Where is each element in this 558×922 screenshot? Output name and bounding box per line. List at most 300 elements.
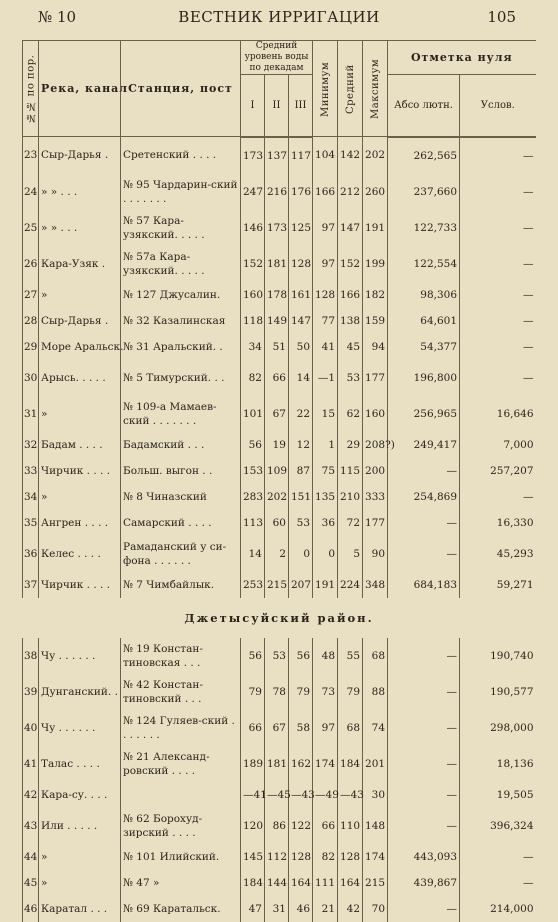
average-cell: 184: [338, 746, 363, 782]
minimum-cell: 104: [313, 137, 338, 174]
river-cell: Чирчик . . . .: [39, 572, 121, 598]
river-cell: Арысь. . . . .: [39, 360, 121, 396]
decade-3-cell: 117: [289, 137, 313, 174]
average-cell: 5: [338, 536, 363, 572]
table-row: [23, 808, 536, 844]
decade-1-cell: 120: [241, 808, 265, 844]
station-cell: № 5 Тимурский. . .: [121, 360, 241, 396]
maximum-cell: 30: [363, 782, 388, 808]
journal-title: ВЕСТНИК ИРРИГАЦИИ: [178, 8, 380, 26]
minimum-cell: 97: [313, 710, 338, 746]
absolute-cell: 54,377: [388, 334, 460, 360]
decade-3-cell: 176: [289, 174, 313, 210]
minimum-cell: 1: [313, 432, 338, 458]
river-cell: Чу . . . . . .: [39, 638, 121, 674]
river-cell: Талас . . . .: [39, 746, 121, 782]
absolute-cell: 439,867: [388, 870, 460, 896]
station-cell: № 32 Казалинская: [121, 308, 241, 334]
minimum-cell: 48: [313, 638, 338, 674]
row-number: 27: [23, 282, 39, 308]
row-number: 39: [23, 674, 39, 710]
decade-1-cell: 101: [241, 396, 265, 432]
table-row: [23, 572, 536, 598]
table-row: [23, 137, 536, 174]
table-body-lower: [23, 638, 536, 922]
minimum-cell: 166: [313, 174, 338, 210]
absolute-cell: 64,601: [388, 308, 460, 334]
conditional-cell: 396,324: [460, 808, 536, 844]
minimum-cell: 97: [313, 210, 338, 246]
row-number: 38: [23, 638, 39, 674]
decade-1-cell: 173: [241, 137, 265, 174]
decade-1-cell: 145: [241, 844, 265, 870]
table-row: [23, 746, 536, 782]
average-cell: 53: [338, 360, 363, 396]
minimum-cell: 174: [313, 746, 338, 782]
row-number: 28: [23, 308, 39, 334]
maximum-cell: 201: [363, 746, 388, 782]
conditional-cell: 214,000: [460, 896, 536, 922]
minimum-cell: 0: [313, 536, 338, 572]
average-cell: 45: [338, 334, 363, 360]
river-cell: Чирчик . . . .: [39, 458, 121, 484]
river-cell: »: [39, 484, 121, 510]
river-cell: Ангрен . . . .: [39, 510, 121, 536]
table-row: [23, 896, 536, 922]
table-row: [23, 308, 536, 334]
absolute-cell: 122,733: [388, 210, 460, 246]
section-title: Джетысуйский район.: [184, 610, 374, 625]
absolute-cell: —: [388, 638, 460, 674]
station-cell: № 42 Констан-тиновский . . .: [121, 674, 241, 710]
decade-2-cell: 215: [265, 572, 289, 598]
average-cell: 62: [338, 396, 363, 432]
decade-1-cell: 253: [241, 572, 265, 598]
decade-1-cell: 152: [241, 246, 265, 282]
absolute-cell: 256,965: [388, 396, 460, 432]
absolute-cell: —: [388, 458, 460, 484]
decade-1-cell: —41: [241, 782, 265, 808]
row-number: 25: [23, 210, 39, 246]
decade-1-cell: 47: [241, 896, 265, 922]
decade-2-cell: 173: [265, 210, 289, 246]
conditional-cell: 298,000: [460, 710, 536, 746]
decade-3-cell: 58: [289, 710, 313, 746]
decade-3-cell: 50: [289, 334, 313, 360]
river-cell: Или . . . . .: [39, 808, 121, 844]
header-minimum: Минимум: [313, 41, 338, 137]
water-level-table: [22, 40, 536, 922]
table-row: [23, 210, 536, 246]
decade-1-cell: 66: [241, 710, 265, 746]
table-row: [23, 536, 536, 572]
maximum-cell: 199: [363, 246, 388, 282]
minimum-cell: 77: [313, 308, 338, 334]
minimum-cell: 66: [313, 808, 338, 844]
row-number: 40: [23, 710, 39, 746]
absolute-cell: 122,554: [388, 246, 460, 282]
station-cell: № 7 Чимбайлык.: [121, 572, 241, 598]
table-row: [23, 484, 536, 510]
decade-2-cell: 67: [265, 710, 289, 746]
maximum-cell: 348: [363, 572, 388, 598]
decade-1-cell: 56: [241, 638, 265, 674]
decade-2-cell: 149: [265, 308, 289, 334]
decade-3-cell: 87: [289, 458, 313, 484]
decade-3-cell: 161: [289, 282, 313, 308]
minimum-cell: 97: [313, 246, 338, 282]
row-number: 29: [23, 334, 39, 360]
table-body-upper: [23, 137, 536, 598]
minimum-cell: —1: [313, 360, 338, 396]
decade-3-cell: 22: [289, 396, 313, 432]
absolute-cell: 237,660: [388, 174, 460, 210]
maximum-cell: 202: [363, 137, 388, 174]
station-cell: Рамаданский у си-фона . . . . . .: [121, 536, 241, 572]
station-cell: № 19 Констан-тиновская . . .: [121, 638, 241, 674]
absolute-cell: —: [388, 746, 460, 782]
decade-1-cell: 184: [241, 870, 265, 896]
conditional-cell: —: [460, 360, 536, 396]
table-row: [23, 396, 536, 432]
decade-2-cell: 181: [265, 246, 289, 282]
conditional-cell: —: [460, 844, 536, 870]
conditional-cell: 16,646: [460, 396, 536, 432]
decade-3-cell: —43: [289, 782, 313, 808]
conditional-cell: 45,293: [460, 536, 536, 572]
absolute-cell: —: [388, 710, 460, 746]
absolute-cell: 254,869: [388, 484, 460, 510]
decade-1-cell: 79: [241, 674, 265, 710]
decade-3-cell: 125: [289, 210, 313, 246]
header-station: Станция, пост: [121, 41, 241, 137]
row-number: 26: [23, 246, 39, 282]
decade-2-cell: 181: [265, 746, 289, 782]
decade-2-cell: 137: [265, 137, 289, 174]
conditional-cell: 7,000: [460, 432, 536, 458]
station-cell: [121, 782, 241, 808]
conditional-cell: 19,505: [460, 782, 536, 808]
average-cell: 72: [338, 510, 363, 536]
row-number: 24: [23, 174, 39, 210]
maximum-cell: 70: [363, 896, 388, 922]
conditional-cell: 257,207: [460, 458, 536, 484]
average-cell: 55: [338, 638, 363, 674]
decade-2-cell: 109: [265, 458, 289, 484]
decade-2-cell: 19: [265, 432, 289, 458]
decade-1-cell: 160: [241, 282, 265, 308]
decade-3-cell: 164: [289, 870, 313, 896]
decade-2-cell: 51: [265, 334, 289, 360]
header-conditional: Услов.: [460, 75, 536, 137]
header-decade-1: I: [241, 75, 265, 137]
river-cell: Сыр-Дарья .: [39, 137, 121, 174]
decade-2-cell: 31: [265, 896, 289, 922]
decade-3-cell: 56: [289, 638, 313, 674]
minimum-cell: 36: [313, 510, 338, 536]
page-number: 105: [487, 8, 516, 26]
river-cell: Дунганский. .: [39, 674, 121, 710]
station-cell: № 127 Джусалин.: [121, 282, 241, 308]
minimum-cell: 75: [313, 458, 338, 484]
conditional-cell: —: [460, 334, 536, 360]
river-cell: Каратал . . .: [39, 896, 121, 922]
average-cell: 147: [338, 210, 363, 246]
maximum-cell: 191: [363, 210, 388, 246]
table-row: [23, 458, 536, 484]
river-cell: »: [39, 870, 121, 896]
table-row: [23, 638, 536, 674]
average-cell: 68: [338, 710, 363, 746]
row-number: 33: [23, 458, 39, 484]
row-number: 41: [23, 746, 39, 782]
average-cell: 152: [338, 246, 363, 282]
river-cell: »: [39, 396, 121, 432]
maximum-cell: 200: [363, 458, 388, 484]
decade-3-cell: 14: [289, 360, 313, 396]
maximum-cell: 159: [363, 308, 388, 334]
header-decade-3: III: [289, 75, 313, 137]
minimum-cell: 73: [313, 674, 338, 710]
maximum-cell: 148: [363, 808, 388, 844]
decade-3-cell: 53: [289, 510, 313, 536]
minimum-cell: 191: [313, 572, 338, 598]
row-number: 31: [23, 396, 39, 432]
conditional-cell: —: [460, 870, 536, 896]
table-row: [23, 844, 536, 870]
minimum-cell: 135: [313, 484, 338, 510]
decade-3-cell: 147: [289, 308, 313, 334]
station-cell: № 62 Борохуд-зирский . . . .: [121, 808, 241, 844]
station-cell: Больш. выгон . .: [121, 458, 241, 484]
decade-2-cell: 78: [265, 674, 289, 710]
decade-2-cell: 202: [265, 484, 289, 510]
header-decade-level: Средний уровень воды по декадам: [241, 41, 313, 75]
average-cell: 166: [338, 282, 363, 308]
decade-1-cell: 146: [241, 210, 265, 246]
absolute-cell: —: [388, 782, 460, 808]
maximum-cell: 215: [363, 870, 388, 896]
maximum-cell: 260: [363, 174, 388, 210]
header-maximum: Максимум: [363, 41, 388, 137]
average-cell: 138: [338, 308, 363, 334]
maximum-cell: 160: [363, 396, 388, 432]
header-number: №№ по пор.: [23, 41, 39, 137]
absolute-cell: 684,183: [388, 572, 460, 598]
row-number: 46: [23, 896, 39, 922]
table-row: [23, 246, 536, 282]
row-number: 35: [23, 510, 39, 536]
header-absolute: Абсо лютн.: [388, 75, 460, 137]
row-number: 34: [23, 484, 39, 510]
table-row: [23, 870, 536, 896]
decade-2-cell: 67: [265, 396, 289, 432]
decade-2-cell: 53: [265, 638, 289, 674]
row-number: 32: [23, 432, 39, 458]
row-number: 37: [23, 572, 39, 598]
river-cell: »: [39, 282, 121, 308]
decade-2-cell: 86: [265, 808, 289, 844]
decade-2-cell: 178: [265, 282, 289, 308]
maximum-cell: 182: [363, 282, 388, 308]
average-cell: 42: [338, 896, 363, 922]
average-cell: 224: [338, 572, 363, 598]
maximum-cell: 88: [363, 674, 388, 710]
river-cell: Бадам . . . .: [39, 432, 121, 458]
river-cell: » » . . .: [39, 174, 121, 210]
minimum-cell: 21: [313, 896, 338, 922]
row-number: 44: [23, 844, 39, 870]
row-number: 36: [23, 536, 39, 572]
decade-2-cell: 216: [265, 174, 289, 210]
decade-1-cell: 153: [241, 458, 265, 484]
river-cell: Кара-Узяк .: [39, 246, 121, 282]
decade-1-cell: 247: [241, 174, 265, 210]
absolute-cell: 249,417: [388, 432, 460, 458]
decade-1-cell: 189: [241, 746, 265, 782]
table-row: [23, 674, 536, 710]
decade-3-cell: 0: [289, 536, 313, 572]
station-cell: № 69 Каратальск.: [121, 896, 241, 922]
decade-2-cell: 112: [265, 844, 289, 870]
decade-1-cell: 118: [241, 308, 265, 334]
absolute-cell: —: [388, 536, 460, 572]
decade-3-cell: 151: [289, 484, 313, 510]
conditional-cell: 59,271: [460, 572, 536, 598]
table-row: [23, 710, 536, 746]
minimum-cell: 128: [313, 282, 338, 308]
decade-3-cell: 12: [289, 432, 313, 458]
table-row: [23, 510, 536, 536]
minimum-cell: 41: [313, 334, 338, 360]
station-cell: Самарский . . . .: [121, 510, 241, 536]
table-row: [23, 174, 536, 210]
header-average: Средний: [338, 41, 363, 137]
absolute-cell: 196,800: [388, 360, 460, 396]
conditional-cell: —: [460, 308, 536, 334]
conditional-cell: 18,136: [460, 746, 536, 782]
decade-3-cell: 128: [289, 246, 313, 282]
table-row: [23, 334, 536, 360]
river-cell: Сыр-Дарья .: [39, 308, 121, 334]
conditional-cell: 190,740: [460, 638, 536, 674]
average-cell: 29: [338, 432, 363, 458]
conditional-cell: —: [460, 282, 536, 308]
average-cell: 115: [338, 458, 363, 484]
conditional-cell: —: [460, 137, 536, 174]
conditional-cell: —: [460, 484, 536, 510]
header-river: Река, канал: [39, 41, 121, 137]
row-number: 43: [23, 808, 39, 844]
average-cell: 212: [338, 174, 363, 210]
river-cell: » » . . .: [39, 210, 121, 246]
decade-1-cell: 283: [241, 484, 265, 510]
table-row: [23, 282, 536, 308]
minimum-cell: 15: [313, 396, 338, 432]
average-cell: 128: [338, 844, 363, 870]
maximum-cell: 74: [363, 710, 388, 746]
decade-3-cell: 128: [289, 844, 313, 870]
maximum-cell: 68: [363, 638, 388, 674]
station-cell: № 57а Кара-узякский. . . . .: [121, 246, 241, 282]
decade-1-cell: 113: [241, 510, 265, 536]
river-cell: »: [39, 844, 121, 870]
minimum-cell: 82: [313, 844, 338, 870]
average-cell: 142: [338, 137, 363, 174]
maximum-cell: 94: [363, 334, 388, 360]
absolute-cell: —: [388, 808, 460, 844]
average-cell: 110: [338, 808, 363, 844]
conditional-cell: 16,330: [460, 510, 536, 536]
decade-3-cell: 162: [289, 746, 313, 782]
station-cell: № 124 Гуляев-ский . . . . . . .: [121, 710, 241, 746]
maximum-cell: 90: [363, 536, 388, 572]
conditional-cell: —: [460, 174, 536, 210]
table-row: [23, 432, 536, 458]
decade-3-cell: 207: [289, 572, 313, 598]
row-number: 45: [23, 870, 39, 896]
station-cell: № 101 Илийский.: [121, 844, 241, 870]
row-number: 30: [23, 360, 39, 396]
station-cell: № 109-а Мамаев-ский . . . . . . .: [121, 396, 241, 432]
river-cell: Кара-су. . . .: [39, 782, 121, 808]
river-cell: Море Аральск.: [39, 334, 121, 360]
absolute-cell: 98,306: [388, 282, 460, 308]
decade-3-cell: 79: [289, 674, 313, 710]
decade-2-cell: 144: [265, 870, 289, 896]
absolute-cell: 443,093: [388, 844, 460, 870]
station-cell: № 31 Аральский. .: [121, 334, 241, 360]
absolute-cell: —: [388, 510, 460, 536]
station-cell: № 47 »: [121, 870, 241, 896]
average-cell: 210: [338, 484, 363, 510]
maximum-cell: 174: [363, 844, 388, 870]
minimum-cell: —49: [313, 782, 338, 808]
decade-2-cell: 66: [265, 360, 289, 396]
row-number: 42: [23, 782, 39, 808]
maximum-cell: 177: [363, 510, 388, 536]
decade-3-cell: 46: [289, 896, 313, 922]
table-row: [23, 360, 536, 396]
conditional-cell: —: [460, 210, 536, 246]
running-head: [0, 6, 558, 28]
maximum-cell: 177: [363, 360, 388, 396]
decade-1-cell: 14: [241, 536, 265, 572]
table-row: [23, 782, 536, 808]
row-number: 23: [23, 137, 39, 174]
issue-number: № 10: [38, 8, 77, 26]
decade-3-cell: 122: [289, 808, 313, 844]
station-cell: Бадамский . . .: [121, 432, 241, 458]
minimum-cell: 111: [313, 870, 338, 896]
station-cell: № 95 Чардарин-ский . . . . . . .: [121, 174, 241, 210]
decade-1-cell: 34: [241, 334, 265, 360]
conditional-cell: —: [460, 246, 536, 282]
decade-1-cell: 56: [241, 432, 265, 458]
absolute-cell: —: [388, 896, 460, 922]
river-cell: Келес . . . .: [39, 536, 121, 572]
maximum-cell: 333: [363, 484, 388, 510]
absolute-cell: —: [388, 674, 460, 710]
decade-2-cell: 60: [265, 510, 289, 536]
station-cell: № 21 Александ-ровский . . . .: [121, 746, 241, 782]
header-decade-2: II: [265, 75, 289, 137]
station-cell: № 57 Кара-узякский. . . . .: [121, 210, 241, 246]
maximum-cell: 208?): [363, 432, 388, 458]
header-zero-mark: Отметка нуля: [388, 41, 536, 75]
decade-2-cell: 2: [265, 536, 289, 572]
section-break: [23, 598, 536, 638]
